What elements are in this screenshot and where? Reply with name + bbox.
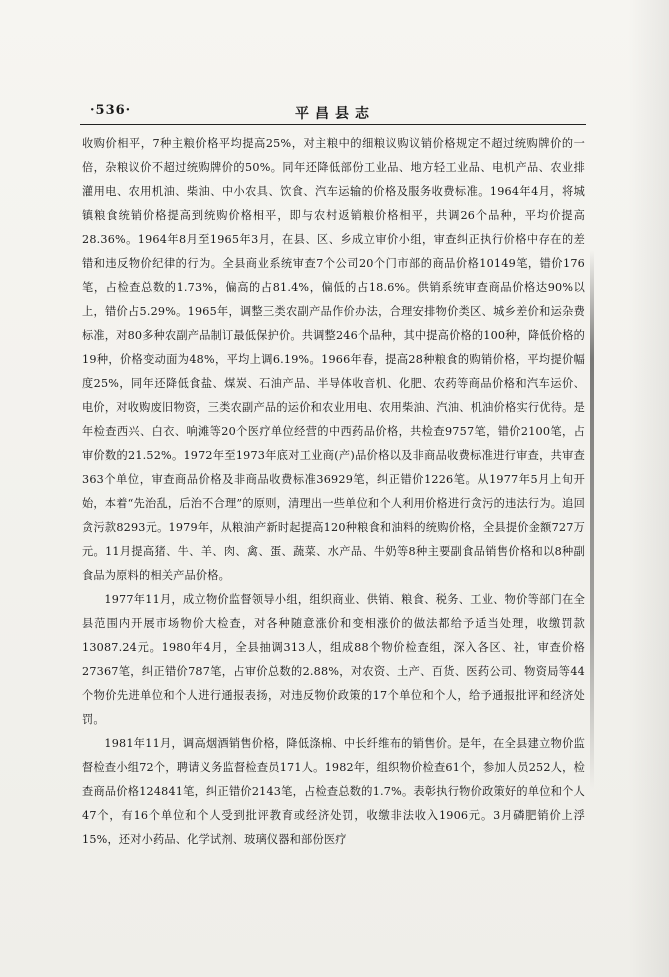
binding-shadow [590, 250, 594, 790]
page-header [80, 103, 590, 125]
body-text [82, 132, 585, 852]
running-title: 平昌县志 [295, 106, 375, 122]
paragraph: 1977年11月，成立物价监督领导小组，组织商业、供销、粮食、税务、工业、物价等部门在全县范围内开展市场物价大检查，对各种随意涨价和变相涨价的做法都给予适当处理，收缴罚款13087.24元。1980年4月，全县抽调313人，组成88个物价检查组，深入各区、社，审查价格27367笔，纠正错价787笔，占审价总数的2.88%，对农资、土产、百货、医药公司、物资局等44个物价先进单位和个人进行通报表扬，对违反物价政策的17个单位和个人，给予通报批评和经济处罚。 [82, 593, 585, 726]
page-edge-shade [628, 0, 669, 977]
paragraph: 1981年11月，调高烟酒销售价格，降低涤棉、中长纤维布的销售价。是年，在全县建立物价监督检查小组72个，聘请义务监督检查员171人。1982年，组织物价检查61个，参加人员252人，检查商品价格124841笔，纠正错价2143笔，占检查总数的1.7%。表彰执行物价政策好的单位和个人47个，有16个单位和个人受到批评教育或经济处罚，收缴非法收入1906元。3月磷肥销价上浮15%，还对小药品、化学试剂、玻璃仪器和部份医疗 [82, 737, 585, 846]
paragraph: 收购价相平，7种主粮价格平均提高25%，对主粮中的细粮议购议销价格规定不超过统购牌价的一倍，杂粮议价不超过统购牌价的50%。同年还降低部份工业品、地方轻工业品、电机产品、农业排灌用电、农用机油、柴油、中小农具、饮食、汽车运输的价格及服务收费标准。1964年4月，将城镇粮食统销价格提高到统购价格相平，即与农村返销粮价格相平，共调26个品种，平均价提高28.36%。1964年8月至1965年3月，在县、区、乡成立审价小组，审查纠正执行价格中存在的差错和违反物价纪律的行为。全县商业系统审查7个公司20个门市部的商品价格10149笔，错价176笔，占检查总数的1.73%，偏高的占81.4%，偏低的占18.6%。供销系统审查商品价格达90%以上，错价占5.29%。1965年，调整三类农副产品作价办法，合理安排物价类区、城乡差价和运杂费标准，对80多种农副产品制订最低保护价。共调整246个品种，其中提高价格的100种，降低价格的19种，价格变动面为48%，平均上调6.19%。1966年春，提高28种粮食的购销价格，平均提价幅度25%，同年还降低食盐、煤炭、石油产品、半导体收音机、化肥、农药等商品价格和汽车运价、电价，对收购废旧物资，三类农副产品的运价和农业用电、农用柴油、汽油、机油价格实行优待。是年检查西兴、白衣、响滩等20个医疗单位经营的中西药品价格，共检查9757笔，错价2100笔，占审价数的21.52%。1972年至1973年底对工业商(产)品价格以及非商品收费标准进行审查，共审查363个单位，审查商品价格及非商品收费标准36929笔，纠正错价1226笔。从1977年5月上旬开始，本着“先治乱，后治不合理”的原则，清理出一些单位和个人利用价格进行贪污的违法行为。追回贪污款8293元。1979年，从粮油产新时起提高120种粮食和油料的统购价格，全县提价金额727万元。11月提高猪、牛、羊、肉、禽、蛋、蔬菜、水产品、牛奶等8种主要副食品销售价格和以8种副食品为原料的相关产品价格。 [82, 137, 585, 582]
page-number: ·536· [90, 103, 132, 118]
header-rule [80, 124, 586, 125]
